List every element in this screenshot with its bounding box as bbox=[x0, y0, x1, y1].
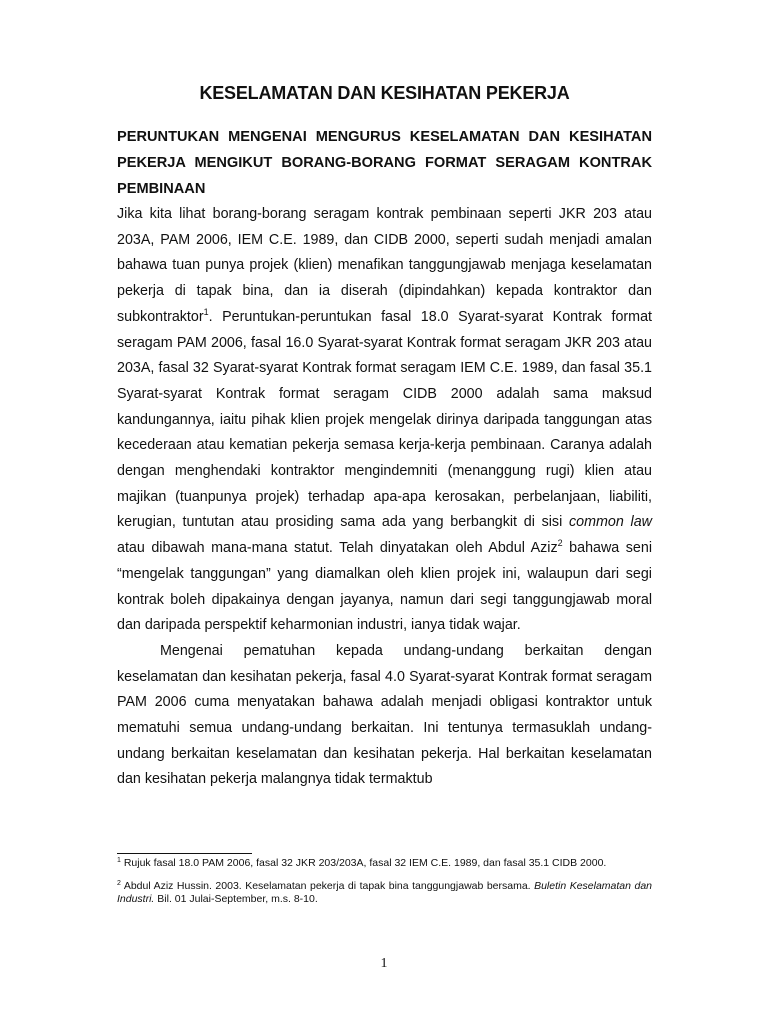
document-title: KESELAMATAN DAN KESIHATAN PEKERJA bbox=[199, 83, 570, 103]
paragraph-1-text-a: Jika kita lihat borang-borang seragam kontrak pembinaan seperti JKR 203 atau 203A, PAM 2006, IEM C.E. 1989, dan CIDB 2000, seperti sudah menjadi amalan bahawa tuan punya projek (klien) menafikan tanggungjawab menjaga keselamatan pekerja di tapak bina, dan ia diserah (dipindahkan) kepada kontraktor dan subkontraktor bbox=[117, 206, 652, 325]
paragraph-1-text-d: bahawa seni “mengelak tanggungan” yang diamalkan oleh klien projek ini, walaupun dari segi kontrak boleh dipakainya dengan jayanya, namun dari segi tanggungjawab moral dan daripada perspektif keharmonian industri, ianya tidak wajar. bbox=[117, 540, 652, 634]
footnotes bbox=[117, 853, 652, 916]
paragraph-1-text-c: atau dibawah mana-mana statut. Telah dinyatakan oleh Abdul Aziz bbox=[117, 540, 558, 557]
paragraph-1-italic-term: common law bbox=[568, 514, 652, 531]
footnote-1-mark: 1 bbox=[117, 857, 121, 864]
footnote-2-journal: Buletin Keselamatan dan Industri. bbox=[117, 880, 652, 905]
footnote-2-text: Abdul Aziz Hussin. 2003. Keselamatan pekerja di tapak bina tanggungjawab bersama. bbox=[120, 880, 535, 892]
document-page bbox=[117, 82, 652, 793]
footnote-1 bbox=[117, 857, 652, 870]
section-heading: PERUNTUKAN MENGENAI MENGURUS KESELAMATAN DAN KESIHATAN PEKERJA MENGIKUT BORANG-BORANG FORMAT SERAGAM KONTRAK PEMBINAAN bbox=[117, 129, 652, 197]
paragraph-1 bbox=[117, 202, 652, 639]
footnote-ref-1[interactable]: 1 bbox=[203, 306, 209, 317]
page-number: 1 bbox=[380, 956, 388, 971]
footnote-ref-2[interactable]: 2 bbox=[557, 538, 563, 549]
footnote-2-tail: Bil. 01 Julai-September, m.s. 8-10. bbox=[154, 893, 318, 905]
footnote-2 bbox=[117, 880, 652, 906]
paragraph-1-text-b: . Peruntukan-peruntukan fasal 18.0 Syarat-syarat Kontrak format seragam PAM 2006, fasal 16.0 Syarat-syarat Kontrak format seragam JKR 203 atau 203A, fasal 32 Syarat-syarat Kontrak format seragam IEM C.E. 1989, dan fasal 35.1 Syarat-syarat Kontrak format seragam CIDB 2000 adalah sama maksud kandungannya, iaitu pihak klien projek mengelak dirinya daripada tanggungan atas kecederaan atau kematian pekerja semasa kerja-kerja pembinaan. Caranya adalah dengan menghendaki kontraktor mengindemniti (menanggung rugi) klien atau majikan (tuanpunya projek) terhadap apa-apa kerosakan, perbelanjaan, liabiliti, kerugian, tuntutan atau prosiding sama ada yang berbangkit di sisi bbox=[117, 308, 652, 531]
paragraph-2: Mengenai pematuhan kepada undang-undang berkaitan dengan keselamatan dan kesihatan pekerja, fasal 4.0 Syarat-syarat Kontrak format seragam PAM 2006 cuma menyatakan bahawa adalah menjadi obligasi kontraktor untuk mematuhi semua undang-undang berkaitan. Ini tentunya termasuklah undang-undang berkaitan keselamatan dan kesihatan pekerja. Hal berkaitan keselamatan dan kesihatan pekerja malangnya tidak termaktub bbox=[117, 642, 652, 788]
footnote-1-text: Rujuk fasal 18.0 PAM 2006, fasal 32 JKR 203/203A, fasal 32 IEM C.E. 1989, dan fasal 35.1 CIDB 2000. bbox=[120, 857, 607, 869]
footnote-divider bbox=[117, 853, 252, 854]
footnote-2-mark: 2 bbox=[117, 880, 121, 887]
